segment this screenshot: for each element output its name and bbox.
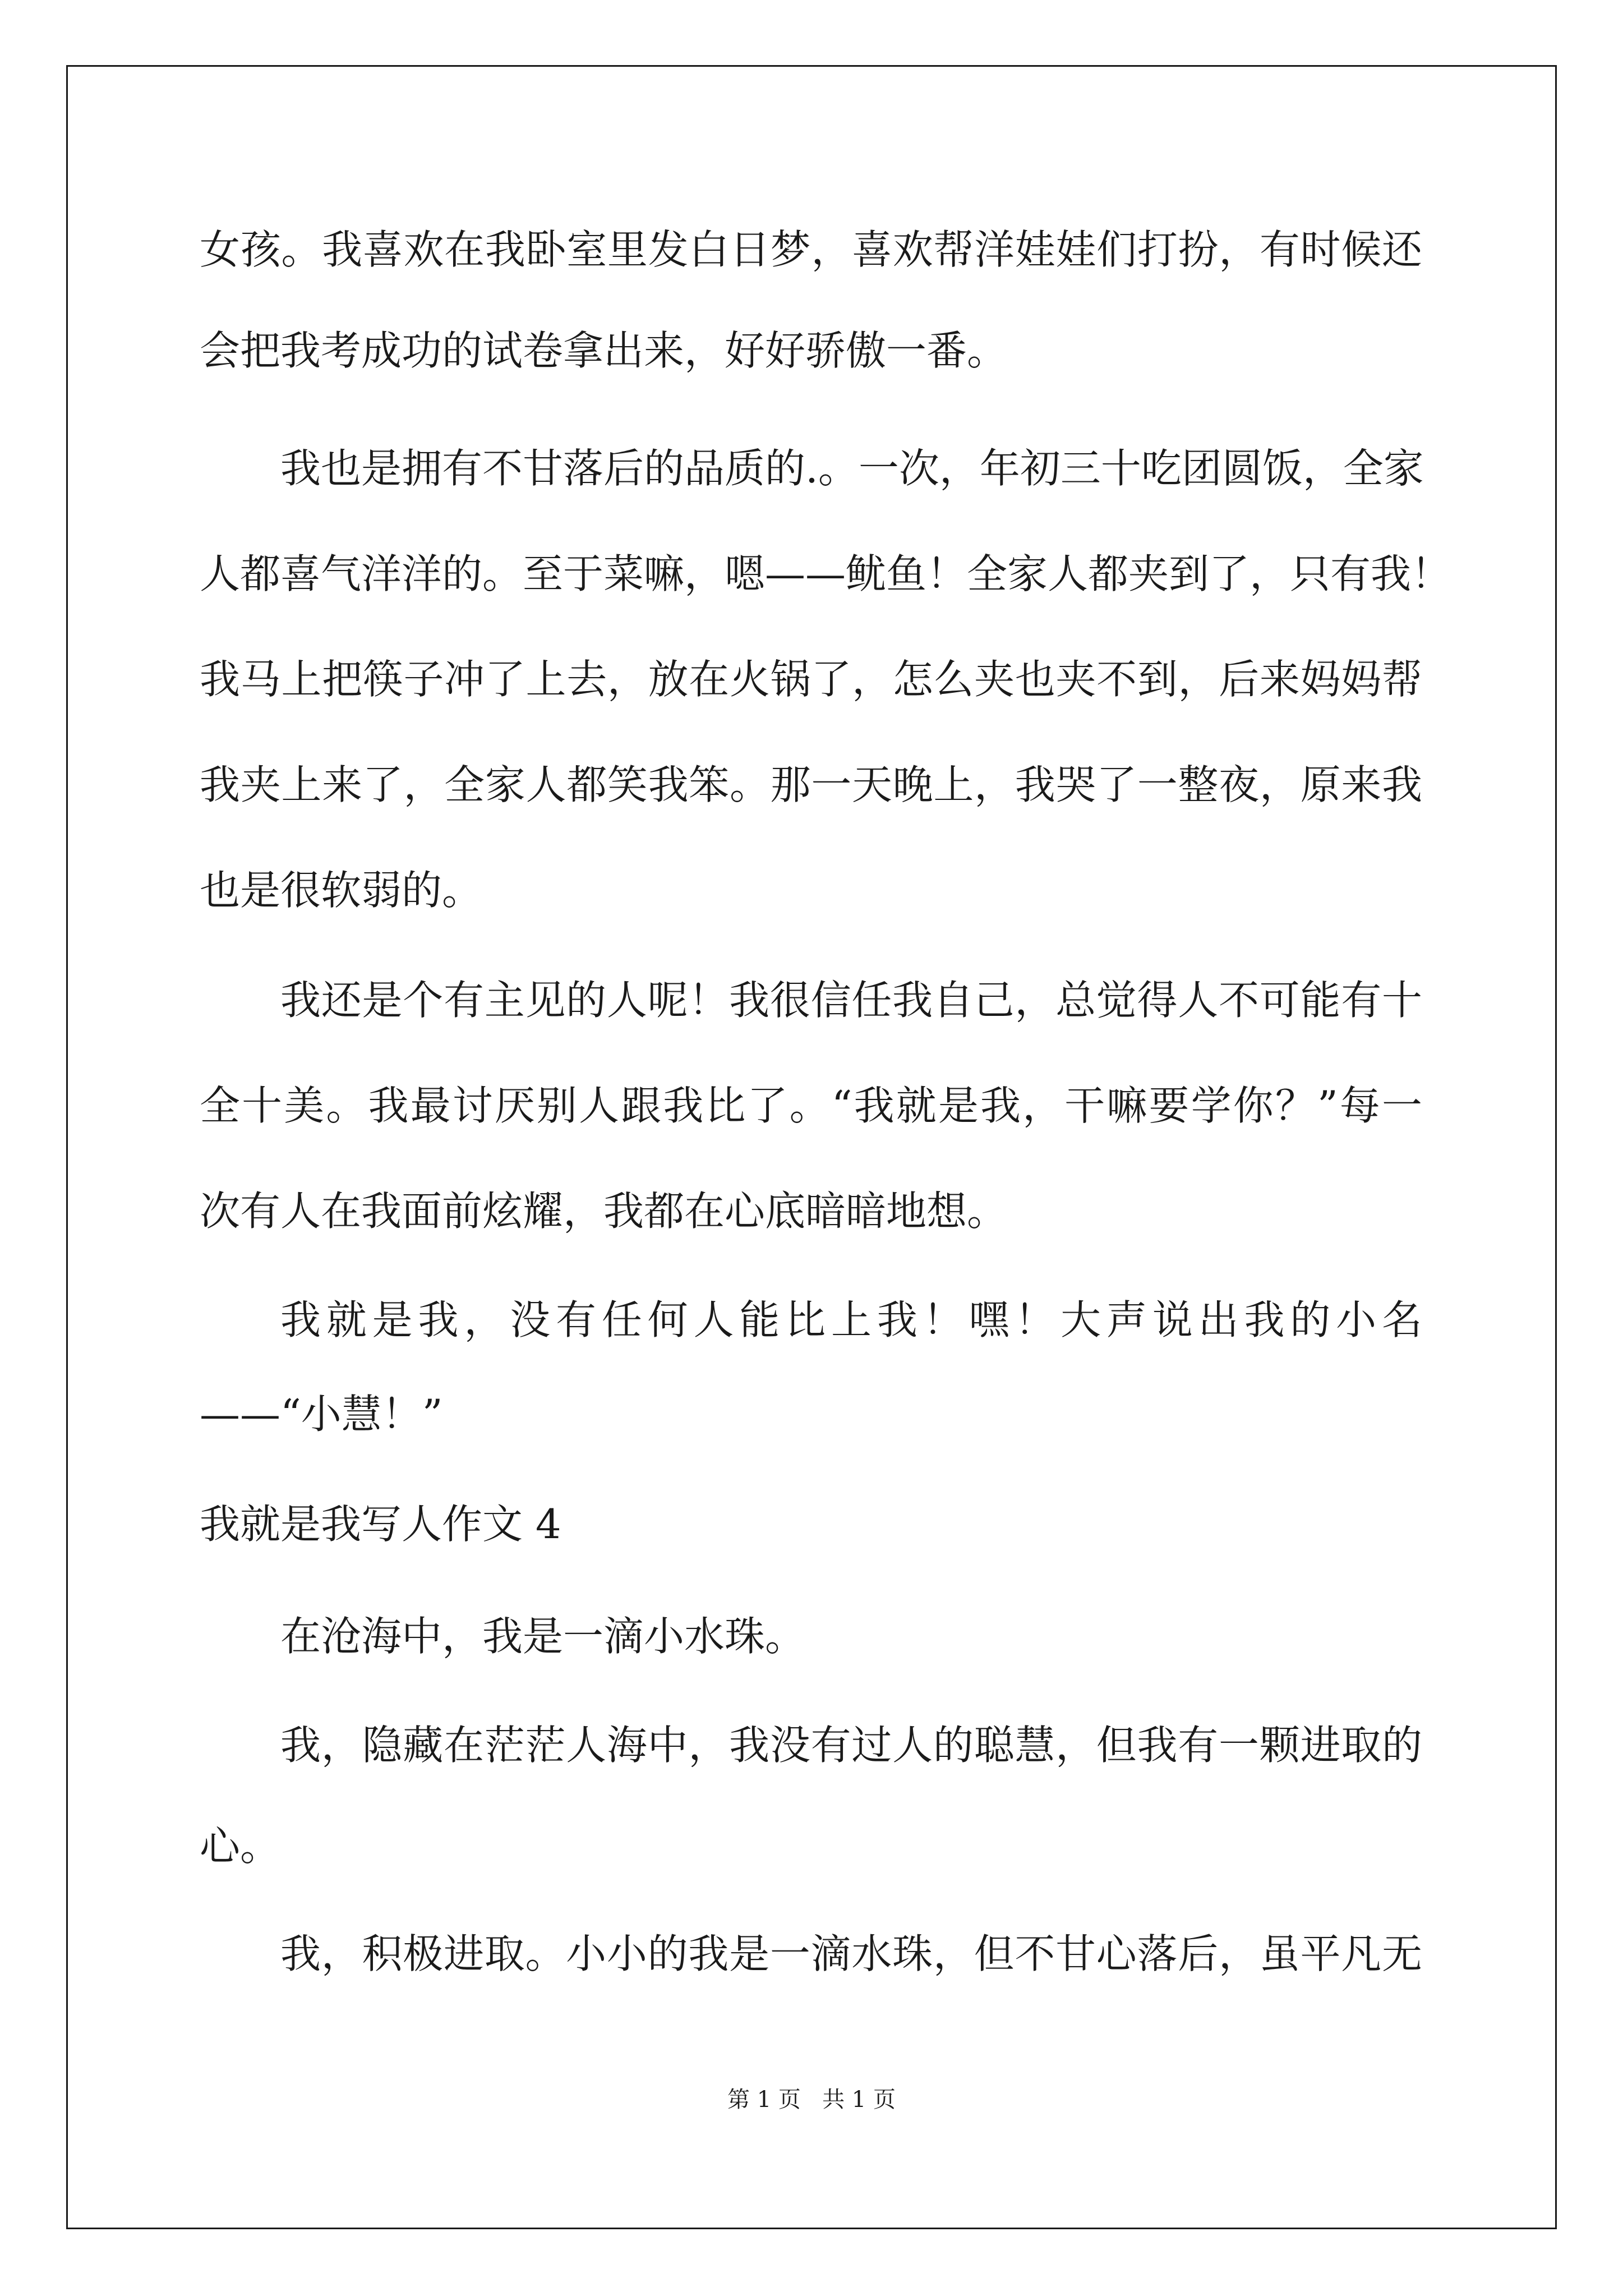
- body-text-line: 会把我考成功的试卷拿出来，好好骄傲一番。: [200, 327, 1008, 374]
- body-text-line: 女孩。我喜欢在我卧室里发白日梦，喜欢帮洋娃娃们打扮，有时候还: [200, 226, 1422, 273]
- section-heading: 我就是我写人作文 4: [200, 1501, 561, 1548]
- body-text-line: 我马上把筷子冲了上去，放在火锅了，怎么夹也夹不到，后来妈妈帮: [200, 656, 1422, 703]
- paragraph-start-line: 在沧海中，我是一滴小水珠。: [280, 1613, 806, 1660]
- body-text-line: 心。: [200, 1823, 281, 1870]
- body-text-line: 全十美。我最讨厌别人跟我比了。“我就是我，干嘛要学你？”每一: [200, 1082, 1422, 1129]
- body-text-line: 我夹上来了，全家人都笑我笨。那一天晚上，我哭了一整夜，原来我: [200, 761, 1422, 808]
- paragraph-start-line: 我，隐藏在茫茫人海中，我没有过人的聪慧，但我有一颗进取的: [280, 1722, 1422, 1769]
- paragraph-start-line: 我还是个有主见的人呢！我很信任我自己，总觉得人不可能有十: [280, 977, 1422, 1024]
- body-text-line: 次有人在我面前炫耀，我都在心底暗暗地想。: [200, 1188, 1008, 1235]
- body-text-line: 人都喜气洋洋的。至于菜嘛，嗯——鱿鱼！全家人都夹到了，只有我！: [200, 550, 1452, 597]
- paragraph-start-line: 我也是拥有不甘落后的品质的.。一次，年初三十吃团圆饭，全家: [280, 445, 1424, 492]
- page-border: [66, 65, 1557, 2229]
- page-number-footer: 第 1 页 共 1 页: [727, 2087, 896, 2113]
- body-text-line: ——“小慧！”: [200, 1391, 443, 1438]
- paragraph-start-line: 我就是我，没有任何人能比上我！嘿！大声说出我的小名: [280, 1296, 1422, 1343]
- paragraph-start-line: 我，积极进取。小小的我是一滴水珠，但不甘心落后，虽平凡无: [280, 1930, 1422, 1977]
- body-text-line: 也是很软弱的。: [200, 867, 483, 914]
